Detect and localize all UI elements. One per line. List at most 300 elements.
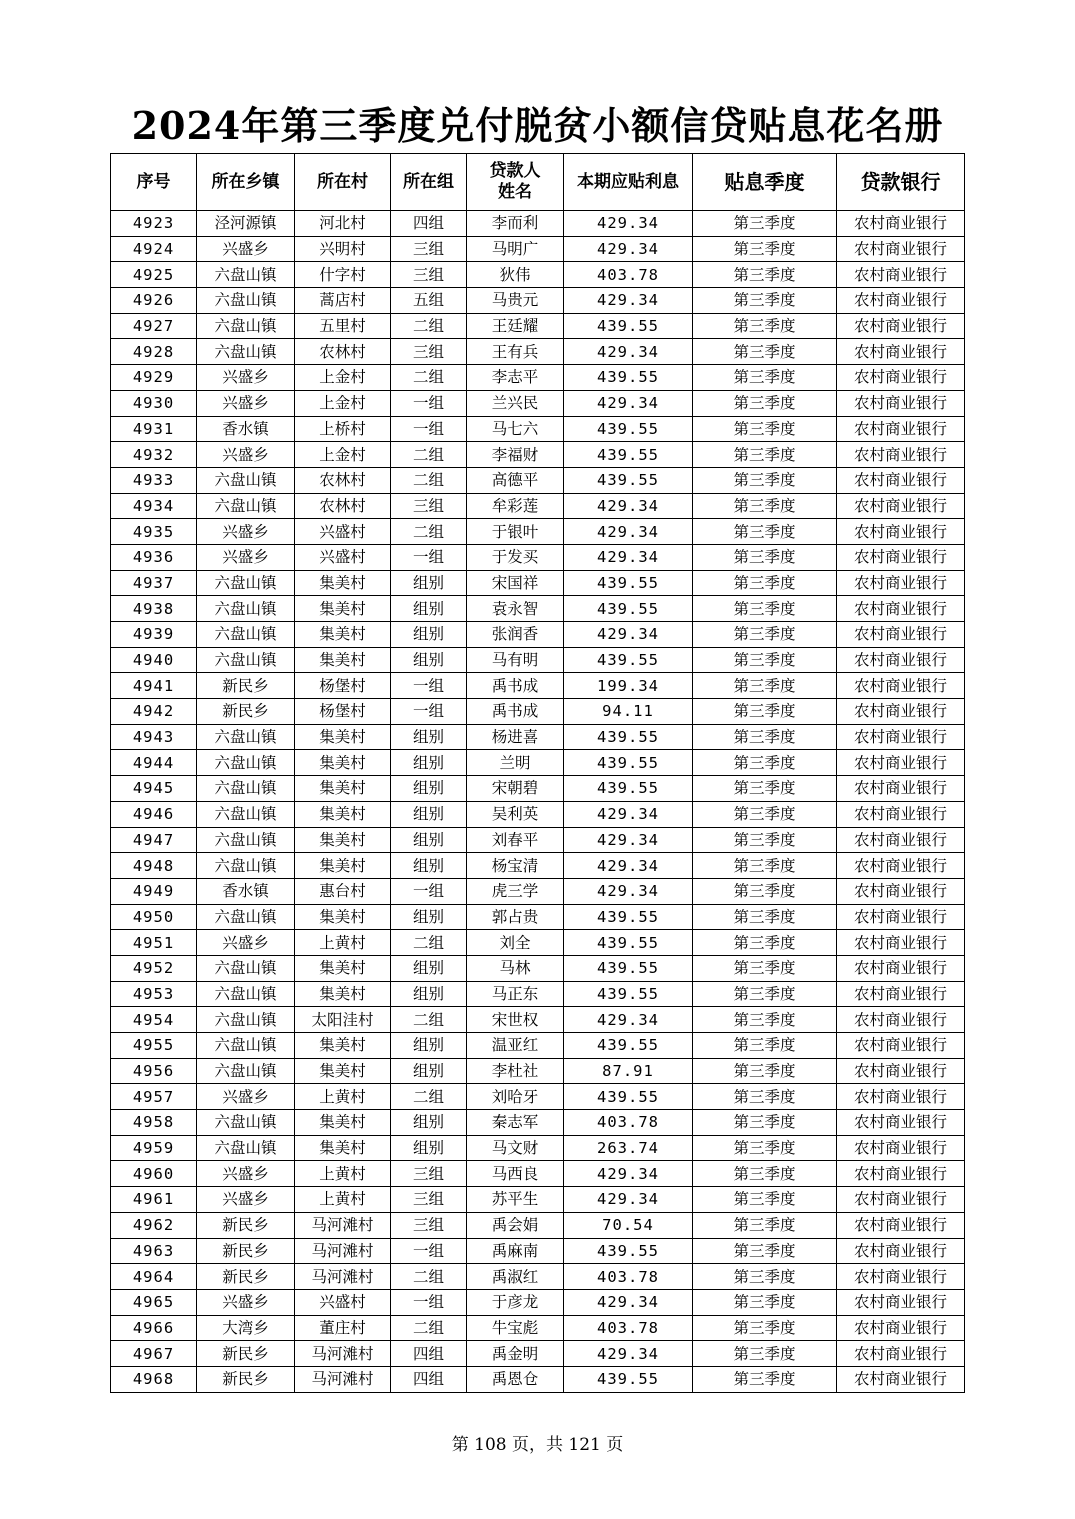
table-row xyxy=(111,1110,965,1136)
cell-borrower: 牛宝彪 xyxy=(467,1315,564,1341)
cell-town: 兴盛乡 xyxy=(197,930,295,956)
cell-interest: 439.55 xyxy=(564,750,693,776)
cell-town: 六盘山镇 xyxy=(197,647,295,673)
cell-seq: 4936 xyxy=(111,544,197,570)
cell-quarter: 第三季度 xyxy=(693,365,837,391)
cell-bank: 农村商业银行 xyxy=(837,981,965,1007)
cell-quarter: 第三季度 xyxy=(693,1315,837,1341)
cell-bank: 农村商业银行 xyxy=(837,955,965,981)
table-row xyxy=(111,955,965,981)
cell-quarter: 第三季度 xyxy=(693,1187,837,1213)
cell-seq: 4928 xyxy=(111,339,197,365)
cell-group: 组别 xyxy=(391,622,467,648)
cell-seq: 4930 xyxy=(111,390,197,416)
cell-town: 新民乡 xyxy=(197,1366,295,1392)
cell-quarter: 第三季度 xyxy=(693,930,837,956)
cell-group: 二组 xyxy=(391,1315,467,1341)
cell-seq: 4967 xyxy=(111,1341,197,1367)
cell-group: 组别 xyxy=(391,955,467,981)
cell-village: 集美村 xyxy=(295,1110,391,1136)
cell-seq: 4948 xyxy=(111,853,197,879)
cell-seq: 4945 xyxy=(111,776,197,802)
cell-interest: 439.55 xyxy=(564,1238,693,1264)
cell-quarter: 第三季度 xyxy=(693,596,837,622)
cell-group: 组别 xyxy=(391,724,467,750)
cell-village: 农林村 xyxy=(295,339,391,365)
cell-interest: 429.34 xyxy=(564,827,693,853)
cell-town: 六盘山镇 xyxy=(197,570,295,596)
cell-seq: 4937 xyxy=(111,570,197,596)
cell-town: 六盘山镇 xyxy=(197,981,295,1007)
table-row xyxy=(111,1084,965,1110)
cell-village: 兴盛村 xyxy=(295,1289,391,1315)
cell-borrower: 杨宝清 xyxy=(467,853,564,879)
cell-borrower: 刘春平 xyxy=(467,827,564,853)
cell-town: 兴盛乡 xyxy=(197,1187,295,1213)
cell-village: 马河滩村 xyxy=(295,1341,391,1367)
header-interest: 本期应贴利息 xyxy=(564,154,693,211)
cell-group: 组别 xyxy=(391,1058,467,1084)
cell-seq: 4927 xyxy=(111,313,197,339)
cell-borrower: 马有明 xyxy=(467,647,564,673)
cell-bank: 农村商业银行 xyxy=(837,1238,965,1264)
cell-seq: 4932 xyxy=(111,442,197,468)
cell-borrower: 郭占贵 xyxy=(467,904,564,930)
table-row xyxy=(111,1135,965,1161)
cell-borrower: 于彦龙 xyxy=(467,1289,564,1315)
cell-town: 新民乡 xyxy=(197,1238,295,1264)
cell-group: 一组 xyxy=(391,416,467,442)
cell-interest: 439.55 xyxy=(564,313,693,339)
cell-interest: 429.34 xyxy=(564,390,693,416)
table-row xyxy=(111,647,965,673)
table-row xyxy=(111,801,965,827)
cell-bank: 农村商业银行 xyxy=(837,1033,965,1059)
table-row xyxy=(111,1058,965,1084)
cell-quarter: 第三季度 xyxy=(693,262,837,288)
cell-village: 兴盛村 xyxy=(295,519,391,545)
cell-group: 组别 xyxy=(391,1135,467,1161)
cell-group: 组别 xyxy=(391,647,467,673)
table-row xyxy=(111,442,965,468)
page-title: 2024年第三季度兑付脱贫小额信贷贴息花名册 xyxy=(131,103,944,148)
cell-interest: 439.55 xyxy=(564,570,693,596)
header-group: 所在组 xyxy=(391,154,467,211)
cell-town: 六盘山镇 xyxy=(197,288,295,314)
cell-town: 六盘山镇 xyxy=(197,724,295,750)
cell-borrower: 马正东 xyxy=(467,981,564,1007)
cell-quarter: 第三季度 xyxy=(693,955,837,981)
header-village: 所在村 xyxy=(295,154,391,211)
cell-interest: 87.91 xyxy=(564,1058,693,1084)
cell-seq: 4935 xyxy=(111,519,197,545)
cell-interest: 429.34 xyxy=(564,801,693,827)
cell-quarter: 第三季度 xyxy=(693,211,837,237)
cell-town: 六盘山镇 xyxy=(197,1033,295,1059)
cell-village: 蒿店村 xyxy=(295,288,391,314)
cell-village: 集美村 xyxy=(295,955,391,981)
cell-borrower: 马七六 xyxy=(467,416,564,442)
cell-village: 集美村 xyxy=(295,750,391,776)
cell-bank: 农村商业银行 xyxy=(837,1187,965,1213)
cell-interest: 439.55 xyxy=(564,365,693,391)
cell-seq: 4926 xyxy=(111,288,197,314)
cell-seq: 4944 xyxy=(111,750,197,776)
cell-bank: 农村商业银行 xyxy=(837,493,965,519)
cell-bank: 农村商业银行 xyxy=(837,1135,965,1161)
cell-quarter: 第三季度 xyxy=(693,1007,837,1033)
cell-interest: 429.34 xyxy=(564,1161,693,1187)
cell-interest: 439.55 xyxy=(564,776,693,802)
cell-interest: 439.55 xyxy=(564,1033,693,1059)
cell-interest: 429.34 xyxy=(564,622,693,648)
cell-bank: 农村商业银行 xyxy=(837,673,965,699)
cell-quarter: 第三季度 xyxy=(693,801,837,827)
cell-village: 集美村 xyxy=(295,827,391,853)
cell-borrower: 宋朝碧 xyxy=(467,776,564,802)
cell-bank: 农村商业银行 xyxy=(837,622,965,648)
cell-village: 惠台村 xyxy=(295,878,391,904)
cell-seq: 4952 xyxy=(111,955,197,981)
cell-bank: 农村商业银行 xyxy=(837,211,965,237)
cell-quarter: 第三季度 xyxy=(693,1110,837,1136)
cell-town: 香水镇 xyxy=(197,416,295,442)
cell-interest: 429.34 xyxy=(564,878,693,904)
cell-interest: 403.78 xyxy=(564,1264,693,1290)
cell-bank: 农村商业银行 xyxy=(837,313,965,339)
cell-borrower: 吴利英 xyxy=(467,801,564,827)
table-row xyxy=(111,1007,965,1033)
cell-village: 集美村 xyxy=(295,596,391,622)
cell-seq: 4963 xyxy=(111,1238,197,1264)
cell-interest: 429.34 xyxy=(564,1187,693,1213)
cell-borrower: 秦志军 xyxy=(467,1110,564,1136)
table-row xyxy=(111,724,965,750)
cell-borrower: 苏平生 xyxy=(467,1187,564,1213)
cell-bank: 农村商业银行 xyxy=(837,1289,965,1315)
cell-seq: 4931 xyxy=(111,416,197,442)
cell-seq: 4947 xyxy=(111,827,197,853)
cell-town: 香水镇 xyxy=(197,878,295,904)
cell-quarter: 第三季度 xyxy=(693,827,837,853)
table-row xyxy=(111,570,965,596)
cell-village: 上金村 xyxy=(295,390,391,416)
cell-borrower: 禹麻南 xyxy=(467,1238,564,1264)
cell-bank: 农村商业银行 xyxy=(837,1366,965,1392)
cell-borrower: 马明广 xyxy=(467,236,564,262)
cell-quarter: 第三季度 xyxy=(693,288,837,314)
cell-town: 兴盛乡 xyxy=(197,1161,295,1187)
cell-bank: 农村商业银行 xyxy=(837,416,965,442)
cell-seq: 4955 xyxy=(111,1033,197,1059)
cell-interest: 70.54 xyxy=(564,1212,693,1238)
cell-seq: 4957 xyxy=(111,1084,197,1110)
table-body xyxy=(111,211,965,1393)
cell-group: 二组 xyxy=(391,365,467,391)
cell-group: 组别 xyxy=(391,853,467,879)
cell-town: 新民乡 xyxy=(197,1264,295,1290)
cell-interest: 439.55 xyxy=(564,724,693,750)
cell-group: 组别 xyxy=(391,596,467,622)
cell-town: 六盘山镇 xyxy=(197,853,295,879)
cell-quarter: 第三季度 xyxy=(693,570,837,596)
cell-interest: 429.34 xyxy=(564,853,693,879)
cell-town: 六盘山镇 xyxy=(197,493,295,519)
cell-quarter: 第三季度 xyxy=(693,442,837,468)
cell-borrower: 马贵元 xyxy=(467,288,564,314)
cell-bank: 农村商业银行 xyxy=(837,827,965,853)
cell-village: 马河滩村 xyxy=(295,1212,391,1238)
cell-borrower: 李志平 xyxy=(467,365,564,391)
table-row xyxy=(111,596,965,622)
cell-seq: 4961 xyxy=(111,1187,197,1213)
cell-town: 六盘山镇 xyxy=(197,827,295,853)
cell-town: 新民乡 xyxy=(197,1341,295,1367)
cell-bank: 农村商业银行 xyxy=(837,1084,965,1110)
header-row xyxy=(111,154,965,211)
cell-quarter: 第三季度 xyxy=(693,673,837,699)
cell-borrower: 王廷耀 xyxy=(467,313,564,339)
cell-interest: 403.78 xyxy=(564,262,693,288)
cell-group: 二组 xyxy=(391,930,467,956)
cell-town: 兴盛乡 xyxy=(197,544,295,570)
cell-quarter: 第三季度 xyxy=(693,493,837,519)
cell-seq: 4965 xyxy=(111,1289,197,1315)
cell-town: 六盘山镇 xyxy=(197,1058,295,1084)
cell-village: 马河滩村 xyxy=(295,1366,391,1392)
subsidy-roster-table xyxy=(110,153,965,1393)
cell-seq: 4941 xyxy=(111,673,197,699)
cell-group: 二组 xyxy=(391,313,467,339)
cell-town: 新民乡 xyxy=(197,673,295,699)
cell-village: 上金村 xyxy=(295,442,391,468)
cell-group: 组别 xyxy=(391,904,467,930)
cell-borrower: 李而利 xyxy=(467,211,564,237)
cell-bank: 农村商业银行 xyxy=(837,467,965,493)
cell-town: 六盘山镇 xyxy=(197,904,295,930)
cell-town: 六盘山镇 xyxy=(197,776,295,802)
cell-bank: 农村商业银行 xyxy=(837,724,965,750)
cell-bank: 农村商业银行 xyxy=(837,339,965,365)
cell-interest: 439.55 xyxy=(564,1366,693,1392)
cell-bank: 农村商业银行 xyxy=(837,519,965,545)
cell-seq: 4940 xyxy=(111,647,197,673)
cell-interest: 429.34 xyxy=(564,519,693,545)
cell-quarter: 第三季度 xyxy=(693,1084,837,1110)
cell-borrower: 马林 xyxy=(467,955,564,981)
cell-village: 上金村 xyxy=(295,365,391,391)
header-quarter: 贴息季度 xyxy=(693,154,837,211)
cell-group: 三组 xyxy=(391,236,467,262)
cell-interest: 429.34 xyxy=(564,211,693,237)
table-row xyxy=(111,853,965,879)
cell-borrower: 李杜社 xyxy=(467,1058,564,1084)
cell-interest: 439.55 xyxy=(564,904,693,930)
table-row xyxy=(111,1315,965,1341)
cell-interest: 439.55 xyxy=(564,416,693,442)
cell-seq: 4958 xyxy=(111,1110,197,1136)
cell-group: 四组 xyxy=(391,1366,467,1392)
table-row xyxy=(111,699,965,725)
cell-seq: 4962 xyxy=(111,1212,197,1238)
cell-quarter: 第三季度 xyxy=(693,1238,837,1264)
cell-town: 六盘山镇 xyxy=(197,955,295,981)
cell-group: 三组 xyxy=(391,493,467,519)
cell-quarter: 第三季度 xyxy=(693,699,837,725)
cell-village: 河北村 xyxy=(295,211,391,237)
cell-bank: 农村商业银行 xyxy=(837,544,965,570)
cell-bank: 农村商业银行 xyxy=(837,1058,965,1084)
cell-quarter: 第三季度 xyxy=(693,1341,837,1367)
cell-seq: 4953 xyxy=(111,981,197,1007)
cell-town: 六盘山镇 xyxy=(197,622,295,648)
cell-group: 一组 xyxy=(391,673,467,699)
cell-quarter: 第三季度 xyxy=(693,1033,837,1059)
cell-bank: 农村商业银行 xyxy=(837,570,965,596)
cell-group: 二组 xyxy=(391,467,467,493)
cell-group: 二组 xyxy=(391,442,467,468)
cell-village: 集美村 xyxy=(295,853,391,879)
cell-quarter: 第三季度 xyxy=(693,1212,837,1238)
cell-town: 六盘山镇 xyxy=(197,262,295,288)
cell-village: 集美村 xyxy=(295,1033,391,1059)
cell-borrower: 于银叶 xyxy=(467,519,564,545)
cell-quarter: 第三季度 xyxy=(693,313,837,339)
cell-quarter: 第三季度 xyxy=(693,1161,837,1187)
cell-quarter: 第三季度 xyxy=(693,467,837,493)
header-town: 所在乡镇 xyxy=(197,154,295,211)
cell-town: 六盘山镇 xyxy=(197,750,295,776)
cell-town: 六盘山镇 xyxy=(197,801,295,827)
cell-bank: 农村商业银行 xyxy=(837,1341,965,1367)
cell-interest: 199.34 xyxy=(564,673,693,699)
table-row xyxy=(111,313,965,339)
cell-interest: 429.34 xyxy=(564,288,693,314)
cell-village: 兴盛村 xyxy=(295,544,391,570)
table-row xyxy=(111,878,965,904)
cell-interest: 439.55 xyxy=(564,981,693,1007)
cell-seq: 4925 xyxy=(111,262,197,288)
cell-group: 一组 xyxy=(391,544,467,570)
cell-borrower: 狄伟 xyxy=(467,262,564,288)
cell-borrower: 兰兴民 xyxy=(467,390,564,416)
table-row xyxy=(111,211,965,237)
table-row xyxy=(111,236,965,262)
cell-group: 一组 xyxy=(391,878,467,904)
cell-quarter: 第三季度 xyxy=(693,1135,837,1161)
cell-quarter: 第三季度 xyxy=(693,390,837,416)
table-row xyxy=(111,519,965,545)
cell-town: 兴盛乡 xyxy=(197,236,295,262)
cell-quarter: 第三季度 xyxy=(693,339,837,365)
cell-bank: 农村商业银行 xyxy=(837,442,965,468)
cell-bank: 农村商业银行 xyxy=(837,1212,965,1238)
cell-town: 六盘山镇 xyxy=(197,1135,295,1161)
cell-interest: 263.74 xyxy=(564,1135,693,1161)
cell-interest: 439.55 xyxy=(564,647,693,673)
cell-seq: 4966 xyxy=(111,1315,197,1341)
cell-group: 五组 xyxy=(391,288,467,314)
cell-village: 集美村 xyxy=(295,622,391,648)
cell-group: 一组 xyxy=(391,1238,467,1264)
cell-seq: 4923 xyxy=(111,211,197,237)
cell-seq: 4951 xyxy=(111,930,197,956)
cell-interest: 429.34 xyxy=(564,1007,693,1033)
cell-interest: 403.78 xyxy=(564,1110,693,1136)
header-seq: 序号 xyxy=(111,154,197,211)
table-row xyxy=(111,1238,965,1264)
cell-seq: 4943 xyxy=(111,724,197,750)
cell-seq: 4956 xyxy=(111,1058,197,1084)
cell-quarter: 第三季度 xyxy=(693,236,837,262)
cell-group: 三组 xyxy=(391,1161,467,1187)
cell-interest: 439.55 xyxy=(564,596,693,622)
cell-interest: 429.34 xyxy=(564,544,693,570)
cell-bank: 农村商业银行 xyxy=(837,390,965,416)
cell-town: 新民乡 xyxy=(197,699,295,725)
cell-group: 三组 xyxy=(391,1212,467,1238)
cell-group: 四组 xyxy=(391,1341,467,1367)
cell-town: 大湾乡 xyxy=(197,1315,295,1341)
cell-group: 组别 xyxy=(391,750,467,776)
cell-borrower: 王有兵 xyxy=(467,339,564,365)
cell-seq: 4968 xyxy=(111,1366,197,1392)
header-bank: 贷款银行 xyxy=(837,154,965,211)
cell-borrower: 禹金明 xyxy=(467,1341,564,1367)
cell-village: 上桥村 xyxy=(295,416,391,442)
cell-interest: 439.55 xyxy=(564,442,693,468)
cell-quarter: 第三季度 xyxy=(693,519,837,545)
cell-village: 马河滩村 xyxy=(295,1238,391,1264)
cell-seq: 4939 xyxy=(111,622,197,648)
table-row xyxy=(111,1341,965,1367)
cell-bank: 农村商业银行 xyxy=(837,596,965,622)
cell-group: 一组 xyxy=(391,699,467,725)
cell-seq: 4933 xyxy=(111,467,197,493)
cell-town: 兴盛乡 xyxy=(197,442,295,468)
cell-borrower: 刘全 xyxy=(467,930,564,956)
header-borrower-line1: 贷款人 xyxy=(489,161,541,181)
table-row xyxy=(111,1289,965,1315)
cell-village: 农林村 xyxy=(295,493,391,519)
cell-town: 兴盛乡 xyxy=(197,1289,295,1315)
cell-seq: 4959 xyxy=(111,1135,197,1161)
cell-bank: 农村商业银行 xyxy=(837,801,965,827)
cell-town: 六盘山镇 xyxy=(197,313,295,339)
cell-village: 上黄村 xyxy=(295,1084,391,1110)
cell-village: 集美村 xyxy=(295,570,391,596)
cell-interest: 429.34 xyxy=(564,236,693,262)
cell-group: 组别 xyxy=(391,981,467,1007)
cell-bank: 农村商业银行 xyxy=(837,1161,965,1187)
cell-interest: 429.34 xyxy=(564,1289,693,1315)
cell-town: 六盘山镇 xyxy=(197,339,295,365)
cell-group: 组别 xyxy=(391,1033,467,1059)
cell-village: 五里村 xyxy=(295,313,391,339)
cell-bank: 农村商业银行 xyxy=(837,904,965,930)
cell-seq: 4929 xyxy=(111,365,197,391)
cell-bank: 农村商业银行 xyxy=(837,930,965,956)
cell-quarter: 第三季度 xyxy=(693,416,837,442)
cell-group: 四组 xyxy=(391,211,467,237)
cell-interest: 429.34 xyxy=(564,339,693,365)
table-row xyxy=(111,1161,965,1187)
cell-group: 组别 xyxy=(391,570,467,596)
cell-interest: 403.78 xyxy=(564,1315,693,1341)
cell-interest: 439.55 xyxy=(564,955,693,981)
cell-borrower: 袁永智 xyxy=(467,596,564,622)
table-row xyxy=(111,544,965,570)
